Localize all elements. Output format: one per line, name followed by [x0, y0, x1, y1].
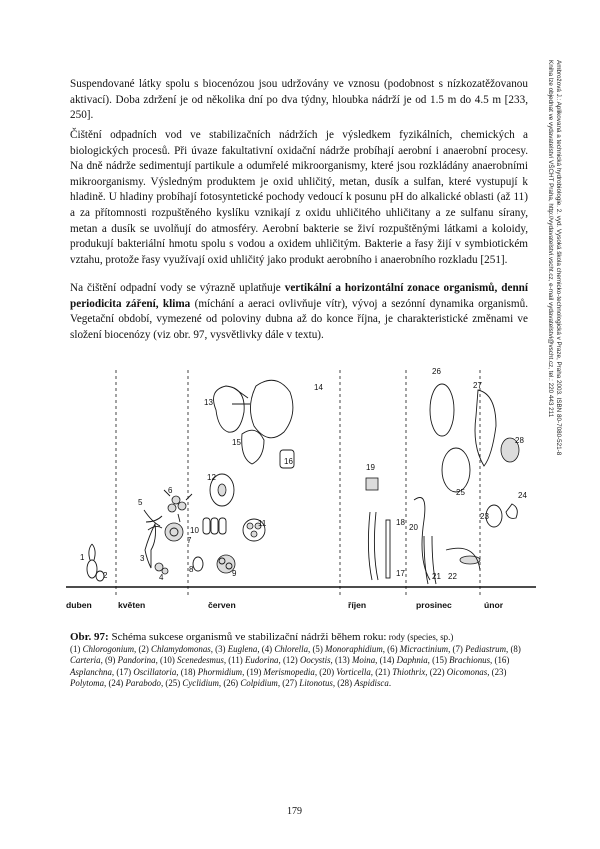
caption-entries [70, 644, 521, 689]
month-label: květen [118, 600, 146, 610]
caption-entry: (7) Pediastrum, [452, 643, 511, 654]
caption-entry-name: Chlamydomonas [151, 643, 211, 654]
caption-entry: (9) Pandorina, [105, 655, 160, 666]
caption-entry: (20) Vorticella, [319, 666, 376, 677]
caption-entry: (17) Oscillatoria, [116, 666, 181, 677]
organism-number: 11 [258, 519, 267, 528]
zonation-intro: Na čištění odpadní vody se výrazně uplatňuje [70, 282, 285, 294]
caption-entry-name: Chlorella [274, 643, 309, 654]
side-note-ordering: Kniha lze objednat ve vydavatelství VŠCHT Praha, http://vydavatelstvi.vscht.cz, e-mail vydavatelstvi@vscht.cz, tel.: 220 443 211 [547, 60, 554, 418]
page-number: 179 [287, 806, 302, 817]
caption-entry-name: Daphnia [396, 655, 428, 666]
caption-entry: (11) Eudorina, [228, 655, 283, 666]
caption-entry: (21) Thiothrix, [375, 666, 430, 677]
organism-number: 21 [432, 572, 441, 581]
caption-entry-name: Brachionus [449, 655, 491, 666]
caption-entry-name: Euglena [227, 643, 258, 654]
caption-entry-name: Asplanchna [70, 666, 112, 677]
organism-number: 10 [190, 526, 199, 535]
caption-entry-name: Colpidium [240, 678, 278, 689]
organism-number: 23 [480, 512, 489, 521]
caption-entry: (2) Chlamydomonas, [138, 643, 216, 654]
caption-entry-name: Oicomonas [446, 666, 488, 677]
caption-entry-name: Pandorina [117, 655, 156, 666]
caption-entry-name: Litonotus [299, 678, 333, 689]
paragraph-treatment-processes: Čištění odpadních vod ve stabilizačních nádržích je výsledkem fyzikálních, chemických a biologických procesů. Při úvaze fakultativní oxidační nádrže probíhají aerobní i anaerobní procesy. Na dně nádrže sedimentují partikule a odumřelé mikroorganismy, které jsou rozkládány anaerobními mikroorganismy. Výsledným produktem je oxid uhličitý, metan, dusík a sulfan, které vystupují k hladině. U hladiny probíhají fotosyntetické pochody vedoucí k posunu pH do alkalické oblasti (až 11) a za přítomnosti rozpuštěného kyslíku vznikají z oxidu uhličitého uhličitany a ze sulfanu sírany, metan a dusík se uvolňují do atmosféry. Aerobní bakterie se živí rozpuštěnými látkami a koloidy, produkují bakteriální hmotu spolu s vodou a oxidem uhličitým. Bakterie a řasy žijí v symbiotickém vztahu, protože řasy využívají oxid uhličitý jako produkt aerobního i anaerobního rozkladu [251]. [70, 129, 528, 266]
figure-caption [70, 632, 530, 690]
organism-number: 16 [284, 457, 293, 466]
caption-entry: (28) Aspidisca. [337, 678, 392, 689]
organism-number: 6 [168, 486, 173, 495]
caption-entry: (14) Daphnia, [379, 655, 433, 666]
caption-entry: (25) Cyclidium, [165, 678, 224, 689]
organism-number: 26 [432, 367, 441, 376]
caption-entry-name: Cyclidium [182, 678, 219, 689]
caption-entry: (23) Polytoma, [70, 666, 507, 689]
caption-entry: (1) Chlorogonium, [70, 643, 139, 654]
month-label: duben [66, 600, 92, 610]
caption-entry-name: Polytoma [70, 678, 105, 689]
month-label: prosinec [416, 600, 452, 610]
organism-number: 7 [187, 536, 192, 545]
caption-entry-name: Oscillatoria [133, 666, 177, 677]
organism-number: 13 [204, 398, 213, 407]
caption-rody: rody (species, sp.) [386, 632, 454, 642]
caption-entry: (26) Colpidium, [223, 678, 283, 689]
organism-number: 8 [189, 565, 194, 574]
caption-entry-name: Parabodo [125, 678, 161, 689]
organism-number: 20 [409, 523, 418, 532]
organism-number: 9 [232, 569, 237, 578]
caption-entry: (15) Brachionus, [432, 655, 495, 666]
caption-entry: (13) Moina, [334, 655, 380, 666]
organism-number: 3 [140, 554, 145, 563]
caption-entry-name: Oocystis [299, 655, 331, 666]
caption-entry: (24) Parabodo, [108, 678, 166, 689]
caption-entry: (22) Oicomonas, [429, 666, 492, 677]
zonation-rest: (míchání a aeraci ovlivňuje vítr), vývoj a sezónní dynamika organismů. Vegetační období, vymezené od poloviny dubna až do konce října, je charakteristické změnami ve složení biocenózy (viz obr. 97, vysvětlivky dále v textu). [70, 297, 528, 341]
caption-entry: (4) Chlorella, [261, 643, 313, 654]
organism-number: 25 [456, 488, 465, 497]
caption-title: Schéma sukcese organismů ve stabilizační nádrži během roku: [108, 631, 387, 643]
caption-entry: (5) Monoraphidium, [312, 643, 388, 654]
organism-number: 15 [232, 438, 241, 447]
organism-number: 17 [396, 569, 405, 578]
caption-entry-name: Eudorina [244, 655, 279, 666]
month-label: říjen [348, 600, 367, 610]
caption-entry: (16) Asplanchna, [70, 655, 510, 677]
caption-entry-name: Vorticella [336, 666, 371, 677]
paragraph-suspended-solids: Suspendované látky spolu s biocenózou jsou udržovány ve vznosu (podobnost s nízkozatěžovanou aktivací). Doba zdržení je od několika dní po dva týdny, hloubka nádrží je od 1.5 m do 4.5 m [233, 250]. [70, 78, 528, 122]
caption-entry: (18) Phormidium, [180, 666, 247, 677]
organism-number: 28 [515, 436, 524, 445]
caption-entry-name: Phormidium [197, 666, 243, 677]
month-label: únor [484, 600, 504, 610]
caption-entry-name: Aspidisca [354, 678, 389, 689]
organism-number: 4 [159, 573, 164, 582]
caption-entry-name: Carteria [70, 655, 101, 666]
caption-entry: (8) Carteria, [70, 643, 521, 666]
caption-entry: (3) Euglena, [215, 643, 262, 654]
caption-entry-name: Micractinium [399, 643, 449, 654]
caption-entry-name: Thiothrix [392, 666, 426, 677]
caption-entry-name: Merismopedia [263, 666, 315, 677]
organism-number: 5 [138, 498, 143, 507]
caption-entry-name: Moina [351, 655, 376, 666]
side-note-citation: Ambrožová J.: Aplikovaná a technická hydrobiologie. 2. vyd. Vysoká škola chemicko-technologická v Praze, Praha 2003. ISBN 80-7080-521-8 [555, 60, 562, 456]
organism-number: 12 [207, 473, 216, 482]
caption-entry: (27) Litonotus, [282, 678, 338, 689]
organism-number: 27 [473, 381, 482, 390]
organism-number: 19 [366, 463, 375, 472]
organism-number: 22 [448, 572, 457, 581]
caption-entry: (10) Scenedesmus, [160, 655, 229, 666]
caption-entry: (19) Merismopedia, [246, 666, 320, 677]
caption-entry-name: Scenedesmus [177, 655, 224, 666]
caption-entry-name: Chlorogonium [82, 643, 135, 654]
caption-entry-name: Monoraphidium [325, 643, 383, 654]
organism-number: 18 [396, 518, 405, 527]
zonation-emphasis: vertikální a horizontální zonace organismů, denní periodicita záření, klima [70, 282, 528, 310]
caption-label: Obr. 97: [70, 631, 109, 643]
paragraph-zonation [70, 281, 528, 343]
publisher-side-note [534, 60, 562, 620]
organism-number: 2 [103, 571, 108, 580]
organism-number: 1 [80, 553, 85, 562]
organism-drawings [87, 380, 519, 584]
caption-entry-name: Pediastrum [465, 643, 506, 654]
succession-figure [66, 350, 536, 620]
organism-number: 24 [518, 491, 527, 500]
month-label: červen [208, 600, 236, 610]
caption-entry: (12) Oocystis, [282, 655, 335, 666]
caption-entry: (6) Micractinium, [387, 643, 453, 654]
organism-number: 14 [314, 383, 323, 392]
